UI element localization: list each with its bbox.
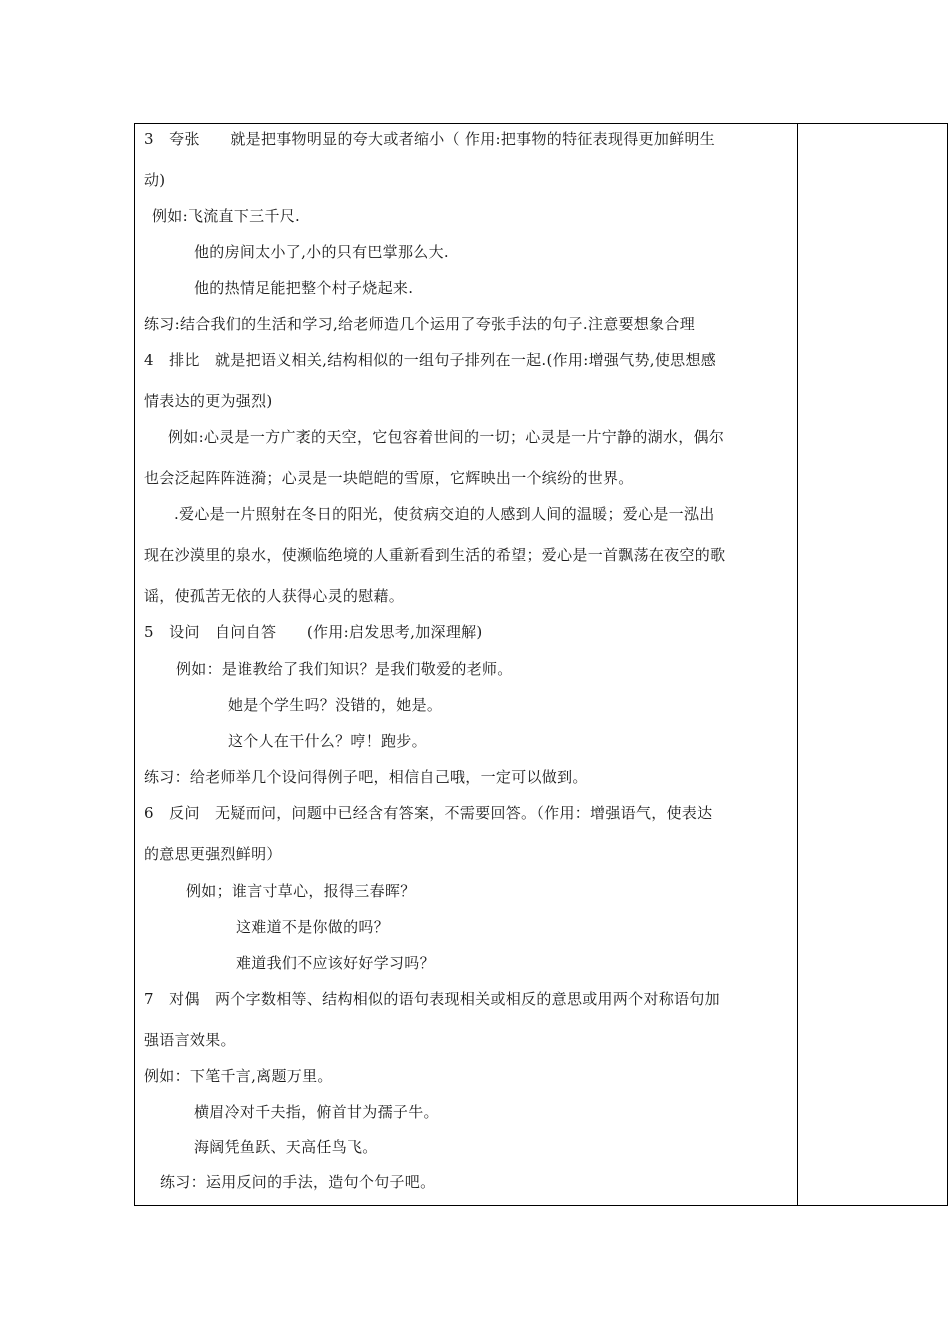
line-antithesis-def-cont: 强语言效果。	[144, 1031, 236, 1049]
line-hyperbole-example-2: 他的房间太小了,小的只有巴掌那么大.	[194, 243, 449, 261]
line-antithesis-example-3: 海阔凭鱼跃、天高任鸟飞。	[194, 1138, 378, 1156]
line-irony-question-def-cont: 的意思更强烈鲜明）	[144, 845, 282, 863]
line-parallelism-example-1: 例如:心灵是一方广袤的天空，它包容着世间的一切；心灵是一片宁静的湖水，偶尔	[168, 428, 725, 446]
line-irony-question-def: 6 反问 无疑而问，问题中已经含有答案，不需要回答。（作用：增强语气，使表达	[144, 804, 713, 822]
line-hyperbole-example-1: 例如:飞流直下三千尺.	[152, 207, 301, 225]
line-final-practice: 练习：运用反问的手法，造句个句子吧。	[160, 1173, 436, 1191]
line-rhetorical-question-example-3: 这个人在干什么？哼！跑步。	[228, 732, 427, 750]
line-hyperbole-def-cont: 动)	[144, 171, 166, 189]
line-antithesis-example-1: 例如：下笔千言,离题万里。	[144, 1067, 333, 1085]
line-antithesis-example-2: 横眉冷对千夫指，俯首甘为孺子牛。	[194, 1103, 439, 1121]
line-rhetorical-question-def: 5 设问 自问自答 (作用:启发思考,加深理解)	[144, 623, 483, 641]
main-cell	[135, 124, 797, 1205]
line-parallelism-example-1-cont: 也会泛起阵阵涟漪；心灵是一块皑皑的雪原，它辉映出一个缤纷的世界。	[144, 469, 634, 487]
line-rhetorical-question-practice: 练习：给老师举几个设问得例子吧，相信自己哦，一定可以做到。	[144, 768, 588, 786]
line-parallelism-example-2-end: 谣，使孤苦无依的人获得心灵的慰藉。	[144, 587, 405, 605]
line-parallelism-example-2: .爱心是一片照射在冬日的阳光，使贫病交迫的人感到人间的温暖；爱心是一泓出	[174, 505, 715, 523]
line-irony-question-example-2: 这难道不是你做的吗？	[236, 918, 390, 936]
line-parallelism-def: 4 排比 就是把语义相关,结构相似的一组句子排列在一起.(作用:增强气势,使思想感	[144, 351, 717, 369]
line-antithesis-def: 7 对偶 两个字数相等、结构相似的语句表现相关或相反的意思或用两个对称语句加	[144, 990, 720, 1008]
line-hyperbole-def: 3 夸张 就是把事物明显的夸大或者缩小（ 作用:把事物的特征表现得更加鲜明生	[144, 130, 716, 148]
line-parallelism-def-cont: 情表达的更为强烈)	[144, 392, 273, 410]
line-hyperbole-example-3: 他的热情足能把整个村子烧起来.	[194, 279, 414, 297]
line-irony-question-example-1: 例如；谁言寸草心，报得三春晖？	[186, 882, 416, 900]
line-rhetorical-question-example-1: 例如：是谁教给了我们知识？是我们敬爱的老师。	[176, 660, 513, 678]
line-parallelism-example-2-cont: 现在沙漠里的泉水，使濒临绝境的人重新看到生活的希望；爱心是一首飘荡在夜空的歌	[144, 546, 726, 564]
line-rhetorical-question-example-2: 她是个学生吗？没错的，她是。	[228, 696, 443, 714]
content-table	[134, 123, 948, 1206]
notes-cell	[798, 124, 947, 1205]
line-hyperbole-practice: 练习:结合我们的生活和学习,给老师造几个运用了夸张手法的句子.注意要想象合理	[144, 315, 695, 333]
line-irony-question-example-3: 难道我们不应该好好学习吗？	[236, 954, 435, 972]
